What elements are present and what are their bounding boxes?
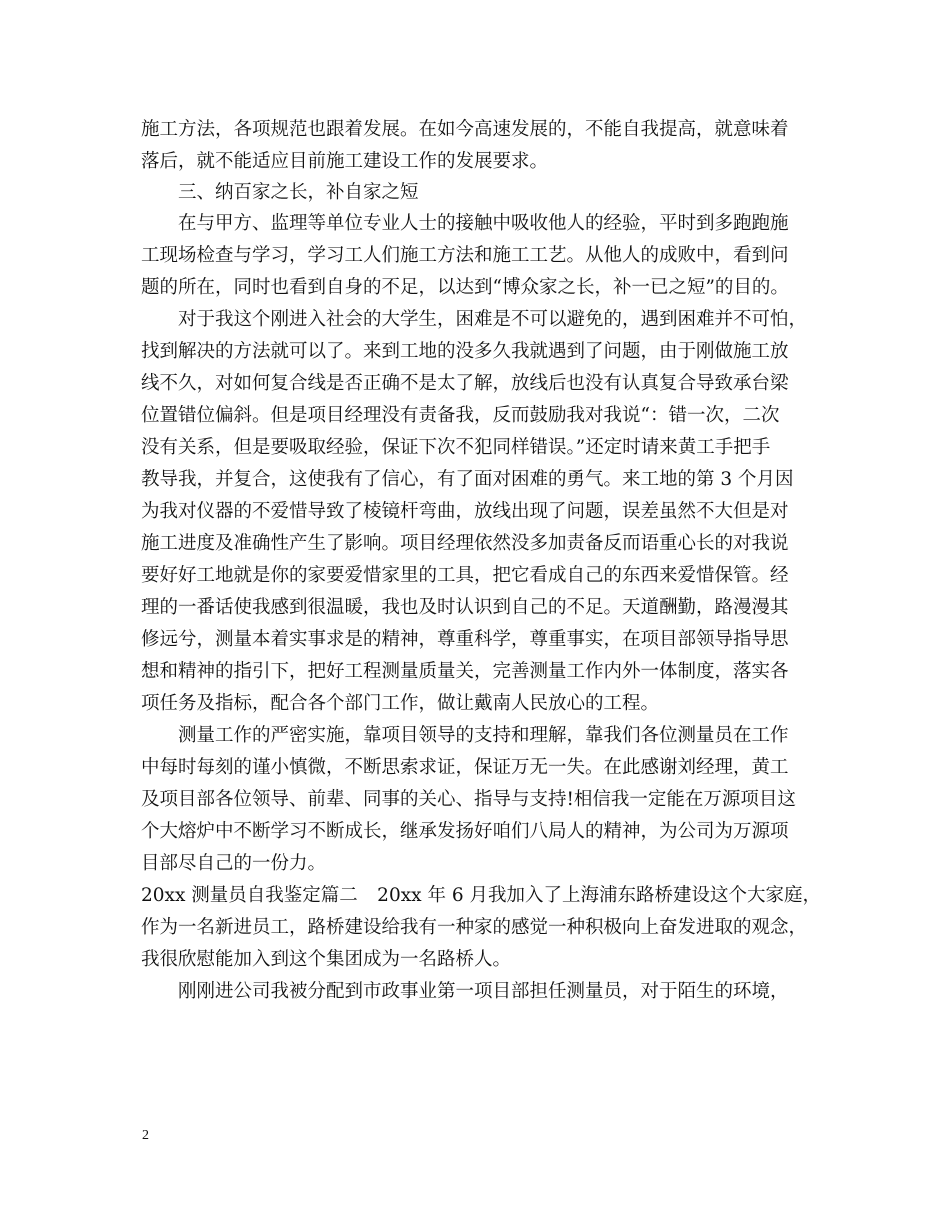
section-title: 20xx 测量员自我鉴定篇二: [141, 885, 358, 906]
paragraph-line: 理的一番话使我感到很温暖，我也及时认识到自己的不足。天道酬勤，路漫漫其: [141, 597, 789, 618]
paragraph-line: 项任务及指标，配合各个部门工作，做让戴南人民放心的工程。: [141, 693, 660, 714]
paragraph-line: 位置错位偏斜。但是项目经理没有责备我，反而鼓励我对我说“：错一次，二次: [141, 405, 780, 426]
paragraph-line: 作为一名新进员工，路桥建设给我有一种家的感觉一种积极向上奋发进取的观念，: [141, 917, 808, 938]
paragraph-line: 施工进度及准确性产生了影响。项目经理依然没多加责备反而语重心长的对我说: [141, 533, 789, 554]
paragraph-line: 没有关系，但是要吸取经验，保证下次不犯同样错误。”还定时请来黄工手把手: [141, 437, 771, 458]
section-title-row: [141, 880, 821, 912]
paragraph-line: 个大熔炉中不断学习不断成长，继承发扬好咱们八局人的精神，为公司为万源项: [141, 821, 789, 842]
paragraph-line: 中每时每刻的谨小慎微，不断思索求证，保证万无一失。在此感谢刘经理，黄工: [141, 757, 789, 778]
page-number: 2: [142, 1128, 149, 1143]
section-heading: 三、纳百家之长，补自家之短: [178, 182, 419, 203]
paragraph-line: 修远兮，测量本着实事求是的精神，尊重科学，尊重事实，在项目部领导指导思: [141, 629, 789, 650]
paragraph-line: 题的所在，同时也看到自身的不足，以达到“博众家之长，补一已之短”的目的。: [141, 277, 789, 298]
paragraph-line: 工现场检查与学习，学习工人们施工方法和施工工艺。从他人的成败中，看到问: [141, 245, 789, 266]
paragraph-line: 落后，就不能适应目前施工建设工作的发展要求。: [141, 151, 549, 172]
paragraph-line: 刚刚进公司我被分配到市政事业第一项目部担任测量员，对于陌生的环境，: [178, 981, 789, 1002]
document-body: [141, 114, 821, 1008]
paragraph-line: 在与甲方、监理等单位专业人士的接触中吸收他人的经验，平时到多跑跑施: [178, 213, 789, 234]
paragraph-line: 找到解决的方法就可以了。来到工地的没多久我就遇到了问题，由于刚做施工放: [141, 341, 789, 362]
paragraph-line: 为我对仪器的不爱惜导致了棱镜杆弯曲，放线出现了问题，误差虽然不大但是对: [141, 501, 789, 522]
paragraph-line: 目部尽自己的一份力。: [141, 853, 327, 874]
section-lead-text: 20xx 年 6 月我加入了上海浦东路桥建设这个大家庭，: [377, 885, 821, 906]
paragraph-line: 测量工作的严密实施，靠项目领导的支持和理解，靠我们各位测量员在工作: [178, 725, 789, 746]
paragraph-line: 我很欣慰能加入到这个集团成为一名路桥人。: [141, 949, 512, 970]
paragraph-line: 对于我这个刚进入社会的大学生，困难是不可以避免的，遇到困难并不可怕，: [178, 309, 808, 330]
paragraph-line: 线不久，对如何复合线是否正确不是太了解，放线后也没有认真复合导致承台梁: [141, 373, 789, 394]
paragraph-line: 施工方法，各项规范也跟着发展。在如今高速发展的，不能自我提高，就意味着: [141, 119, 789, 140]
paragraph-line: 想和精神的指引下，把好工程测量质量关，完善测量工作内外一体制度，落实各: [141, 661, 789, 682]
paragraph-line: 要好好工地就是你的家要爱惜家里的工具，把它看成自己的东西来爱惜保管。经: [141, 565, 789, 586]
paragraph-line: 教导我，并复合，这使我有了信心，有了面对困难的勇气。来工地的第 3 个月因: [141, 469, 794, 490]
paragraph-line: 及项目部各位领导、前辈、同事的关心、指导与支持!相信我一定能在万源项目这: [141, 789, 796, 810]
